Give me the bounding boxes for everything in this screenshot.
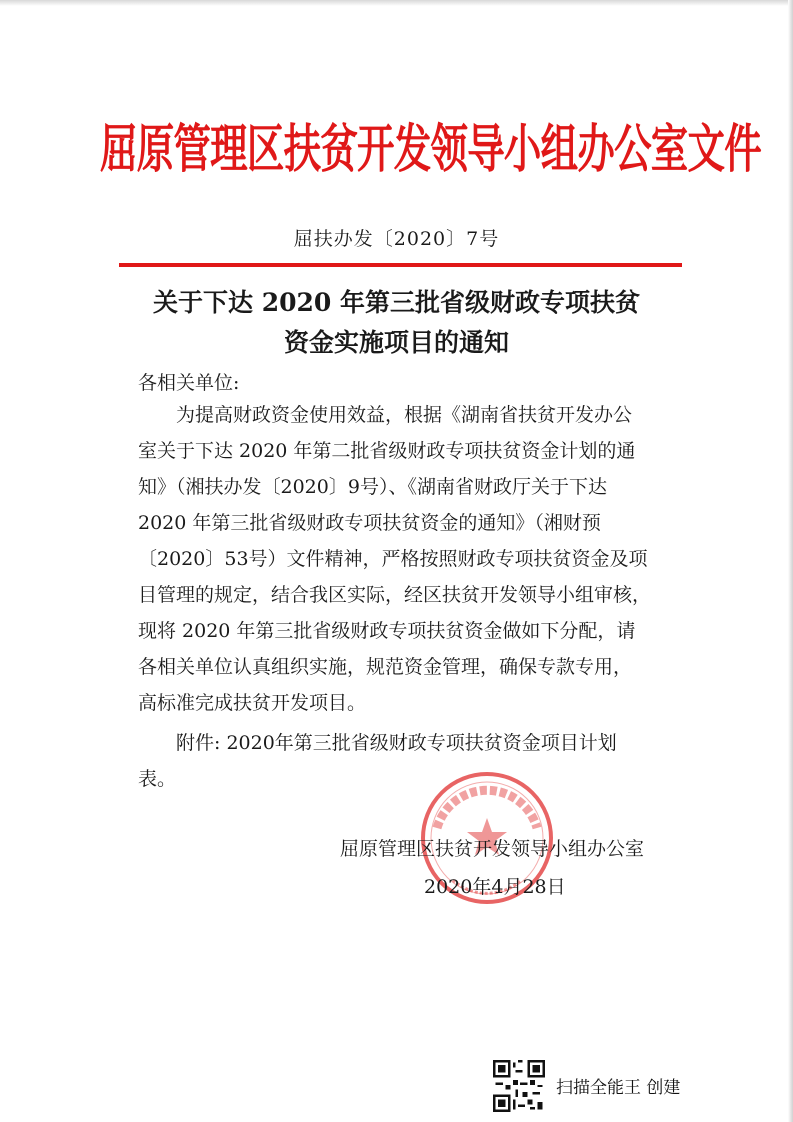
attachment-line-1: 附件: 2020年第三批省级财政专项扶贫资金项目计划 <box>176 732 617 754</box>
scan-edge-top <box>0 0 793 6</box>
body-line: 2020 年第三批省级财政专项扶贫资金的通知》（湘财预 <box>138 512 601 534</box>
document-number: 屈扶办发〔2020〕7号 <box>293 228 500 250</box>
body-line: 知》（湘扶办发〔2020〕9号）、《湖南省财政厅关于下达 <box>138 476 607 498</box>
red-divider <box>119 263 682 267</box>
qr-code-icon <box>493 1060 545 1112</box>
attachment-line-2: 表。 <box>138 768 177 790</box>
body-line: 为提高财政资金使用效益，根据《湖南省扶贫开发办公 <box>176 404 633 426</box>
scan-edge-right <box>788 0 793 1122</box>
notice-title-line-1: 关于下达 2020 年第三批省级财政专项扶贫 <box>153 288 640 317</box>
letterhead-title: 屈原管理区扶贫开发领导小组办公室文件 <box>100 120 761 180</box>
notice-title-line-2: 资金实施项目的通知 <box>283 328 509 357</box>
salutation: 各相关单位: <box>138 372 240 394</box>
body-line: 各相关单位认真组织实施，规范资金管理，确保专款专用， <box>138 656 633 678</box>
body-line: 室关于下达 2020 年第二批省级财政专项扶贫资金计划的通 <box>138 440 636 462</box>
body-line: 现将 2020 年第三批省级财政专项扶贫资金做如下分配，请 <box>138 620 636 642</box>
body-line: 目管理的规定，结合我区实际，经区扶贫开发领导小组审核， <box>138 584 652 606</box>
signature-date: 2020年4月28日 <box>424 876 566 898</box>
body-line: 〔2020〕53号）文件精神，严格按照财政专项扶贫资金及项 <box>138 548 648 570</box>
scanner-watermark-label: 扫描全能王 创建 <box>556 1078 681 1098</box>
signature-organization: 屈原管理区扶贫开发领导小组办公室 <box>340 838 645 860</box>
body-line: 高标准完成扶贫开发项目。 <box>138 692 367 714</box>
